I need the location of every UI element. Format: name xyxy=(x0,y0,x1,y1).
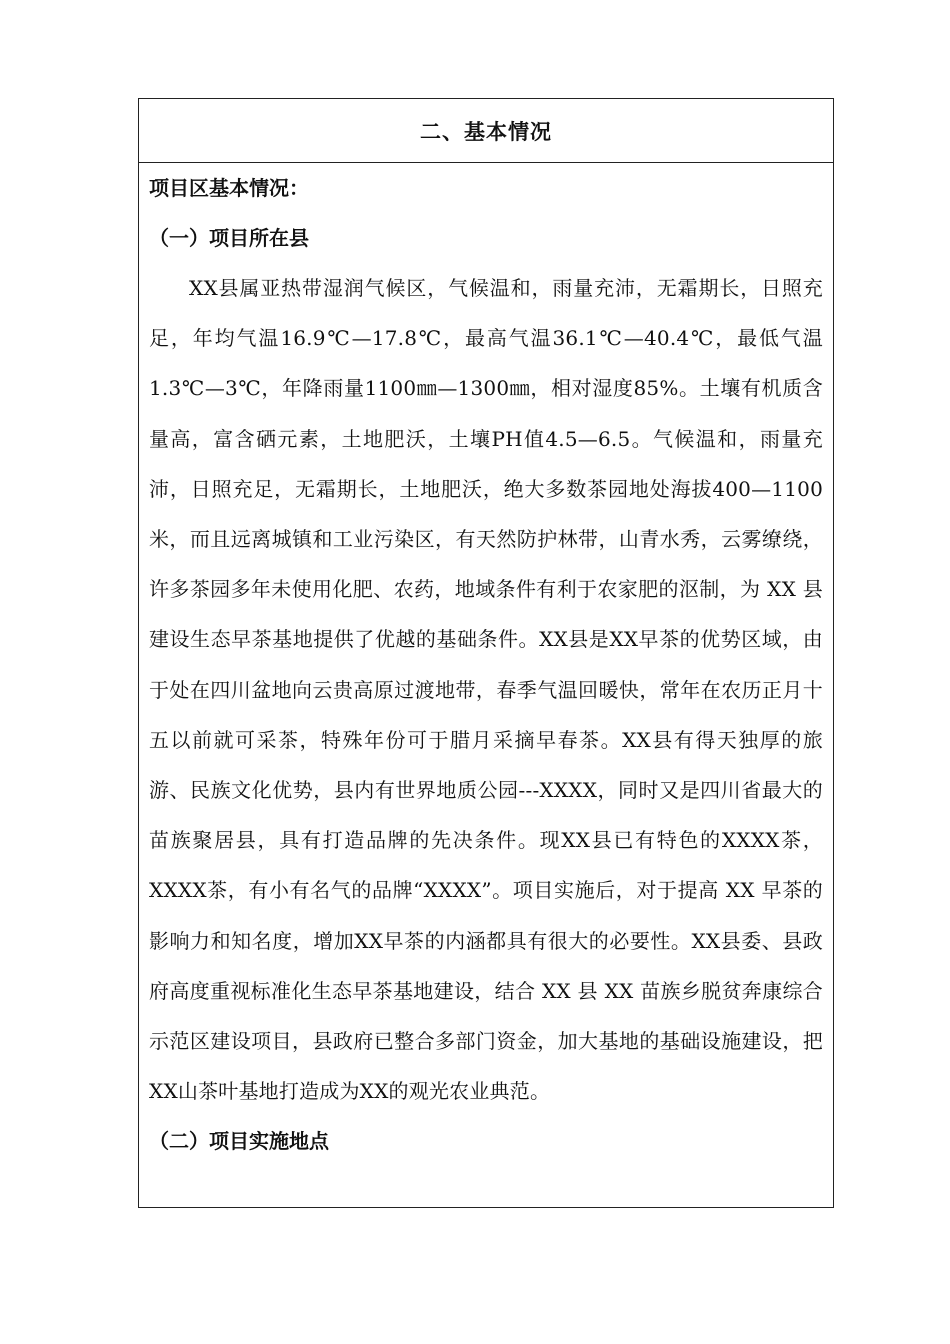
section-title: 二、基本情况 xyxy=(139,99,833,163)
section-content xyxy=(139,163,833,1166)
section-table xyxy=(138,98,834,1208)
subsection-heading-location: （二）项目实施地点 xyxy=(149,1129,329,1154)
intro-heading: 项目区基本情况： xyxy=(149,176,309,200)
subsection-heading-county: （一）项目所在县 xyxy=(149,226,309,250)
county-description-paragraph: XX县属亚热带湿润气候区，气候温和，雨量充沛，无霜期长，日照充足，年均气温16.9℃—17.8℃，最高气温36.1℃—40.4℃，最低气温1.3℃—3℃，年降雨量1100㎜—1300㎜，相对湿度85%。土壤有机质含量高，富含硒元素，土地肥沃，土壤PH值4.5—6.5。气候温和，雨量充沛，日照充足，无霜期长，土地肥沃，绝大多数茶园地处海拔400—1100米，而且远离城镇和工业污染区，有天然防护林带，山青水秀，云雾缭绕，许多茶园多年未使用化肥、农药，地域条件有利于农家肥的沤制，为 XX 县建设生态早茶基地提供了优越的基础条件。XX县是XX早茶的优势区域，由于处在四川盆地向云贵高原过渡地带，春季气温回暖快，常年在农历正月十五以前就可采茶，特殊年份可于腊月采摘早春茶。XX县有得天独厚的旅游、民族文化优势，县内有世界地质公园---XXXX，同时又是四川省最大的苗族聚居县，具有打造品牌的先决条件。现XX县已有特色的XXXX茶，XXXX茶，有小有名气的品牌“XXXX”。项目实施后，对于提高 XX 早茶的影响力和知名度，增加XX早茶的内涵都具有很大的必要性。XX县委、县政府高度重视标准化生态早茶基地建设，结合 XX 县 XX 苗族乡脱贫奔康综合示范区建设项目，县政府已整合多部门资金，加大基地的基础设施建设，把XX山茶叶基地打造成为XX的观光农业典范。 xyxy=(149,276,823,1104)
